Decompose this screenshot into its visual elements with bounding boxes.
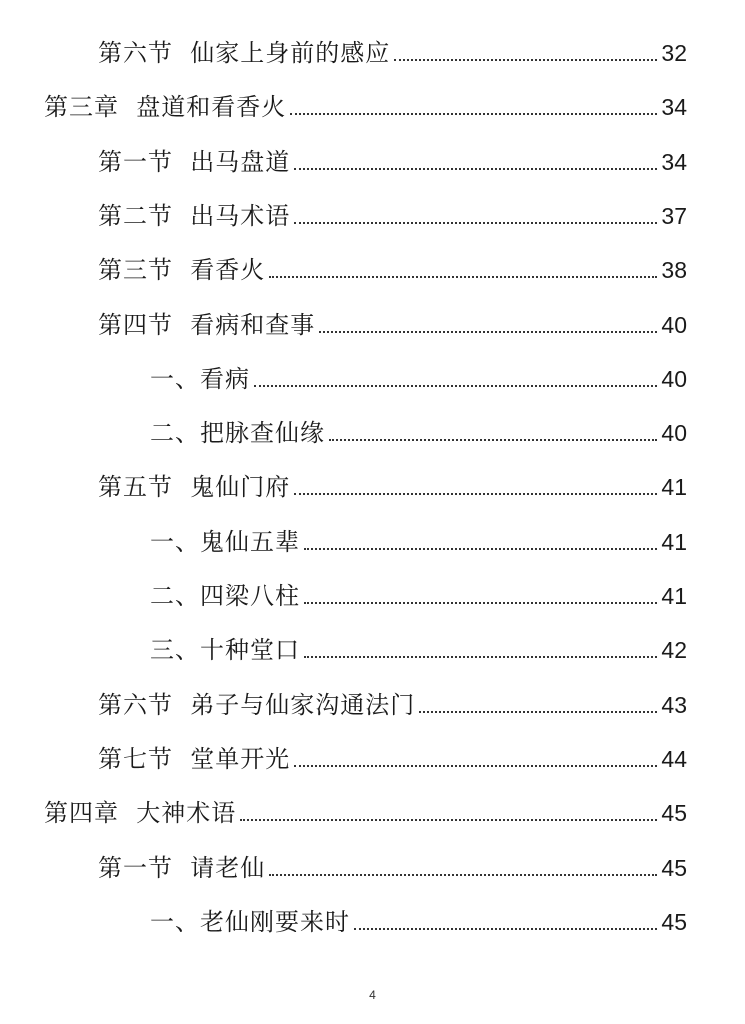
toc-entry-title: 二、把脉查仙缘 xyxy=(150,419,325,447)
toc-entry-page: 41 xyxy=(661,583,687,609)
toc-entry-title: 一、看病 xyxy=(150,365,250,393)
toc-leader-dots xyxy=(290,112,657,115)
toc-entry-title: 第六节 仙家上身前的感应 xyxy=(98,39,391,67)
toc-entry-page: 44 xyxy=(661,746,687,772)
toc-entry xyxy=(150,354,687,394)
toc-leader-dots xyxy=(319,330,657,333)
toc-entry-page: 34 xyxy=(661,149,687,175)
toc-entry-page: 40 xyxy=(661,366,687,392)
toc-entry-title: 第三章 盘道和看香火 xyxy=(44,93,287,121)
toc-entry-title: 一、老仙刚要来时 xyxy=(150,908,350,936)
toc-leader-dots xyxy=(269,873,657,876)
toc-entry-page: 34 xyxy=(661,94,687,120)
toc-leader-dots xyxy=(329,438,657,441)
toc-entry xyxy=(98,191,687,231)
toc-leader-dots xyxy=(294,221,657,224)
toc-entry xyxy=(150,517,687,557)
toc-entry-title: 第三节 看香火 xyxy=(98,256,266,284)
toc-entry xyxy=(150,408,687,448)
toc-leader-dots xyxy=(304,547,657,550)
toc-entry xyxy=(98,28,687,68)
toc-entry-page: 45 xyxy=(661,909,687,935)
toc-leader-dots xyxy=(304,601,657,604)
toc-entry xyxy=(44,788,687,828)
toc-entry-page: 42 xyxy=(661,637,687,663)
toc-entry-title: 一、鬼仙五辈 xyxy=(150,528,300,556)
toc-entry-page: 45 xyxy=(661,800,687,826)
toc-entry xyxy=(98,137,687,177)
toc-entry-title: 二、四梁八柱 xyxy=(150,582,300,610)
toc-leader-dots xyxy=(294,492,657,495)
toc-entry-page: 41 xyxy=(661,474,687,500)
toc-entry xyxy=(150,897,687,937)
toc-leader-dots xyxy=(294,167,657,170)
toc-entry-title: 第五节 鬼仙门府 xyxy=(98,473,291,501)
toc-entry-title: 三、十种堂口 xyxy=(150,636,300,664)
toc-leader-dots xyxy=(419,710,657,713)
toc-leader-dots xyxy=(304,655,657,658)
toc-entry-page: 43 xyxy=(661,692,687,718)
toc-leader-dots xyxy=(354,927,657,930)
toc-entry-title: 第一节 出马盘道 xyxy=(98,148,291,176)
toc-leader-dots xyxy=(240,818,657,821)
toc-entry-title: 第六节 弟子与仙家沟通法门 xyxy=(98,691,416,719)
toc-leader-dots xyxy=(269,275,657,278)
page-number: 4 xyxy=(369,988,376,1002)
toc-leader-dots xyxy=(294,764,657,767)
toc-entry-title: 第四节 看病和查事 xyxy=(98,311,316,339)
toc-entry xyxy=(98,300,687,340)
toc-entry xyxy=(150,571,687,611)
toc-entry-page: 32 xyxy=(661,40,687,66)
toc-entry xyxy=(98,734,687,774)
toc-entry xyxy=(98,462,687,502)
toc-leader-dots xyxy=(254,384,657,387)
toc-entry xyxy=(44,82,687,122)
toc-entry xyxy=(150,625,687,665)
toc-leader-dots xyxy=(394,58,657,61)
toc-entry-title: 第二节 出马术语 xyxy=(98,202,291,230)
toc-entry-page: 45 xyxy=(661,855,687,881)
toc-entry xyxy=(98,245,687,285)
toc-entry xyxy=(98,680,687,720)
toc-entry-title: 第四章 大神术语 xyxy=(44,799,237,827)
toc-entry-page: 38 xyxy=(661,257,687,283)
toc-entry-title: 第七节 堂单开光 xyxy=(98,745,291,773)
toc-entry-title: 第一节 请老仙 xyxy=(98,854,266,882)
toc-entry-page: 40 xyxy=(661,312,687,338)
toc-entry-page: 41 xyxy=(661,529,687,555)
toc-entry-page: 37 xyxy=(661,203,687,229)
toc-entry xyxy=(98,843,687,883)
toc-entry-page: 40 xyxy=(661,420,687,446)
